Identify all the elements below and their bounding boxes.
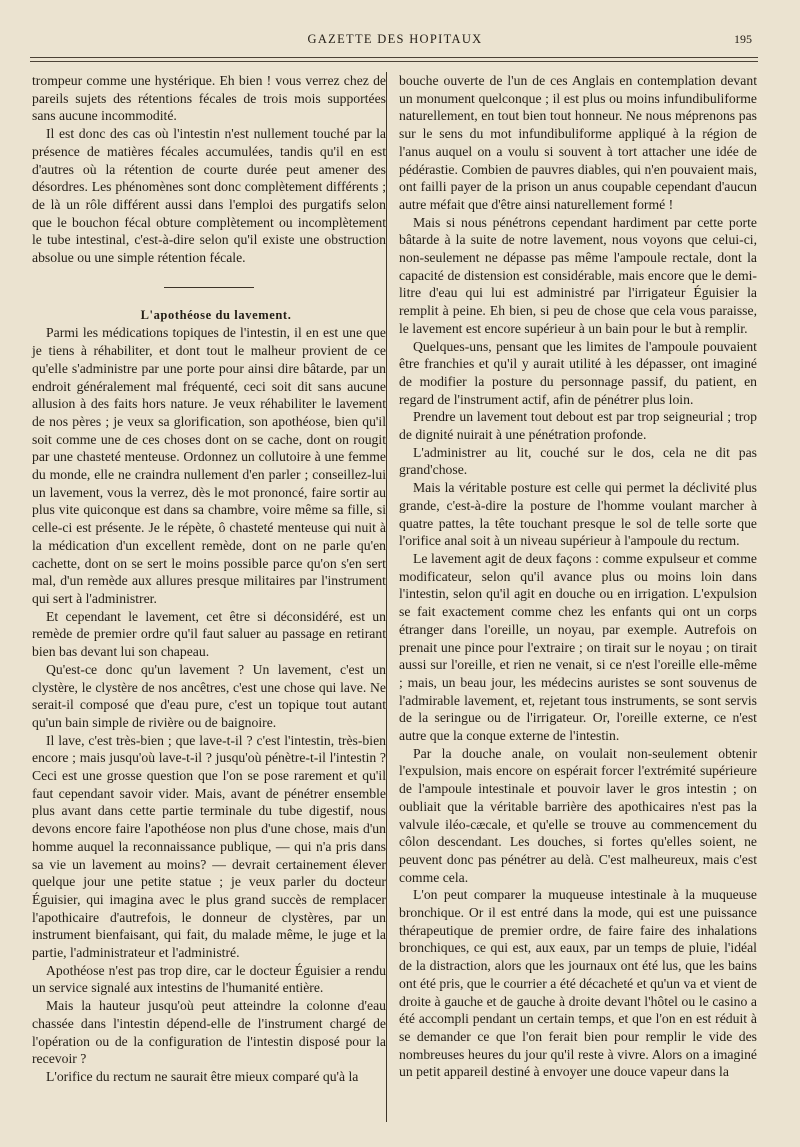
paragraph: Mais la véritable posture est celle qui permet la déclivité plus grande, c'est-à-dire la posture de l'homme voulant marcher à quatre pattes, la tête touchant presque le sol de telle sorte que l'orifice anal soit à un niveau supérieur à l'ampoule du rectum.	[399, 480, 757, 549]
header-rule-top	[30, 57, 758, 58]
running-title: GAZETTE DES HOPITAUX	[307, 32, 483, 46]
right-column	[399, 72, 757, 1081]
paragraph: trompeur comme une hystérique. Eh bien ! vous verrez chez de pareils sujets des rétentions fécales de trois mois supportées sans aucune incommodité.	[32, 73, 386, 124]
paragraph: Mais si nous pénétrons cependant hardiment par cette porte bâtarde à la suite de notre lavement, nous voyons que celui-ci, non-seulement ne dépasse pas même l'ampoule rectale, dont la capacité de distension est considérable, mais encore que le demi-litre d'eau qui lui est administré par l'irrigateur Éguisier la remplit à peine. Eh bien, si peu de chose que cela vous paraisse, le lavement est encore supérieur à un bain pour le but à remplir.	[399, 214, 757, 336]
left-column	[32, 72, 386, 1086]
page-header	[30, 32, 760, 52]
paragraph: Prendre un lavement tout debout est par trop seigneurial ; trop de dignité nuirait à une pénétration profonde.	[399, 409, 757, 443]
paragraph: Qu'est-ce donc qu'un lavement ? Un lavement, c'est un clystère, le clystère de nos ancêtres, c'est une chose qui lave. Ne serait-il composé que d'eau pure, c'est un topique tout autant qu'un bain simple de rivière ou de baignoire.	[32, 661, 386, 730]
paragraph: L'on peut comparer la muqueuse intestinale à la muqueuse bronchique. Or il est entré dans la mode, qui est une puissance thérapeutique de premier ordre, de faire faire des inhalations bronchiques, ce qui est, aux eaux, par un temps de pluie, l'idéal de la distraction, alors que les journaux ont été lus, que les bains ont été pris, que le courrier a été décacheté et qu'un va et vient de droite à gauche et de gauche à droite devant l'hôtel ou le casino a été accompli pendant un certain temps, et que l'on en est réduit à se demander ce que l'on ferait bien pour remplir le vide des nombreuses heures du jour qu'il reste à vivre. Alors on a imaginé un petit appareil destiné à envoyer une douce vapeur dans la	[399, 887, 757, 1080]
paragraph: Mais la hauteur jusqu'où peut atteindre la colonne d'eau chassée dans l'intestin dépend-elle de l'instrument chargé de l'opération ou de la configuration de l'intestin disposé pour la recevoir ?	[32, 998, 386, 1067]
paragraph: Apothéose n'est pas trop dire, car le docteur Éguisier a rendu un service signalé aux intestins de l'humanité entière.	[32, 962, 386, 996]
paragraph: Le lavement agit de deux façons : comme expulseur et comme modificateur, selon qu'il avance plus ou moins loin dans l'intestin, selon qu'il agit en douche ou en irrigation. L'expulsion se fait exactement comme chez les enfants qui ont un corps étranger dans l'oreille, un noyau, par exemple. Autrefois on prenait une pince pour l'extraire ; on tirait sur le noyau ; on tirait aussi sur l'oreille, et rien ne venait, si ce n'est l'oreille elle-même ; mais, un beau jour, les médecins auristes se sont souvenus de l'admirable lavement, et, rejetant tous instruments, se sont servis de la seringue ou de l'irrigateur. Or, l'oreille externe, ce n'est autre que la conque externe de l'intestin.	[399, 550, 757, 744]
header-rule-bottom	[30, 61, 758, 62]
page-number: 195	[734, 32, 752, 46]
paragraph: Et cependant le lavement, cet être si déconsidéré, est un remède de premier ordre qu'il faut saluer au passage en retirant bien bas devant lui son chapeau.	[32, 608, 386, 660]
paragraph: L'administrer au lit, couché sur le dos, cela ne dit pas grand'chose.	[399, 444, 757, 478]
section-title: L'apothéose du lavement.	[140, 307, 292, 322]
column-divider	[386, 72, 387, 1122]
paragraph: Il lave, c'est très-bien ; que lave-t-il ? c'est l'intestin, très-bien encore ; mais jusqu'où lave-t-il ? jusqu'où pénètre-t-il l'intestin ? Ceci est une grosse question que l'on se pose rarement et qu'il faut cependant savoir vider. Mais, avant de pénétrer ensemble plus avant dans cette partie terminale du tube digestif, nous devons encore faire l'apothéose non plus d'une chose, mais d'un homme auquel la reconnaissance publique, — qui n'a pris dans sa vie un lavement au moins? — devrait certainement élever quelque jour une petite statue ; je veux parler du docteur Éguisier, qui imagina avec le plus grand succès de remplacer l'apothicaire d'autrefois, le donneur de clystères, par un instrument bienfaisant, qui fait, du malade même, le juge et la partie, l'administrateur et l'administré.	[32, 732, 386, 961]
paragraph: Quelques-uns, pensant que les limites de l'ampoule pouvaient être franchies et qu'il y aurait utilité à les dépasser, ont imaginé de modifier la posture du personnage passif, du patient, en regard de l'instrument actif, afin de pénétrer plus loin.	[399, 338, 757, 407]
paragraph: bouche ouverte de l'un de ces Anglais en contemplation devant un monument quelconque ; il est plus ou moins infundibuliforme naturellement, en tout bien tout honneur. Ne nous méprenons pas sur le sens du mot infundibuliforme appliqué à la région de l'anus auquel on a voulu si souvent à tort attacher une idée de pédérastie. Combien de pauvres diables, qui n'en pouvaient mais, ont failli payer de la prison un anus coupable cependant d'aucun autre méfait que d'être ainsi naturellement formé !	[399, 73, 757, 212]
paragraph: Il est donc des cas où l'intestin n'est nullement touché par la présence de matières fécales accumulées, tandis qu'il en est d'autres où la rétention de courte durée peut amener des désordres. Les phénomènes sont donc complètement différents ; de là un rôle différent aussi dans l'emploi des purgatifs selon que le bouchon fécal obture complètement ou incomplètement le tube intestinal, c'est-à-dire selon qu'il existe une obstruction absolue ou une simple rétention fécale.	[32, 126, 386, 266]
paragraph: Parmi les médications topiques de l'intestin, il en est une que je tiens à réhabiliter, et dont tout le malheur provient de ce qu'elle s'administre par une porte pour ainsi dire bâtarde, par un endroit généralement mal fréquenté, ceci soit dit sans aucune allusion à des faits hors nature. Je veux réhabiliter le lavement de nos pères ; je veux sa glorification, son apothéose, bien qu'il soit comme une de ces choses dont on se cache, dont on rougit par une chasteté menteuse. Ordonnez un collutoire à une femme du monde, elle ne craindra nullement d'en parler ; conseillez-lui un lavement, vous la verrez, dès le mot prononcé, faire sortir au plus vite quiconque est dans sa chambre, voire même sa fille, si celle-ci est présente. Je le répète, ô chasteté menteuse qui nuit à la médication d'un excellent remède, dont on ne parle qu'en cachette, dont on se sert le moins possible parce qu'on s'en sert mal, d'un remède aux allures presque militaires par l'instrument qui sert à l'administrer.	[32, 325, 386, 606]
paragraph: L'orifice du rectum ne saurait être mieux comparé qu'à la	[46, 1068, 359, 1084]
paragraph: Par la douche anale, on voulait non-seulement obtenir l'expulsion, mais encore on espérait forcer l'extrémité supérieure de l'ampoule intestinale et pouvoir laver le gros intestin ; on oubliait que la véritable barrière des apothicaires n'est pas la valvule iléo-cæcale, et qu'elle se trouve au commencement du côlon descendant. Les douches, si fortes qu'elles soient, ne peuvent donc pas pénétrer au delà. C'est malheureux, mais c'est comme cela.	[399, 745, 757, 885]
section-separator	[164, 287, 254, 288]
